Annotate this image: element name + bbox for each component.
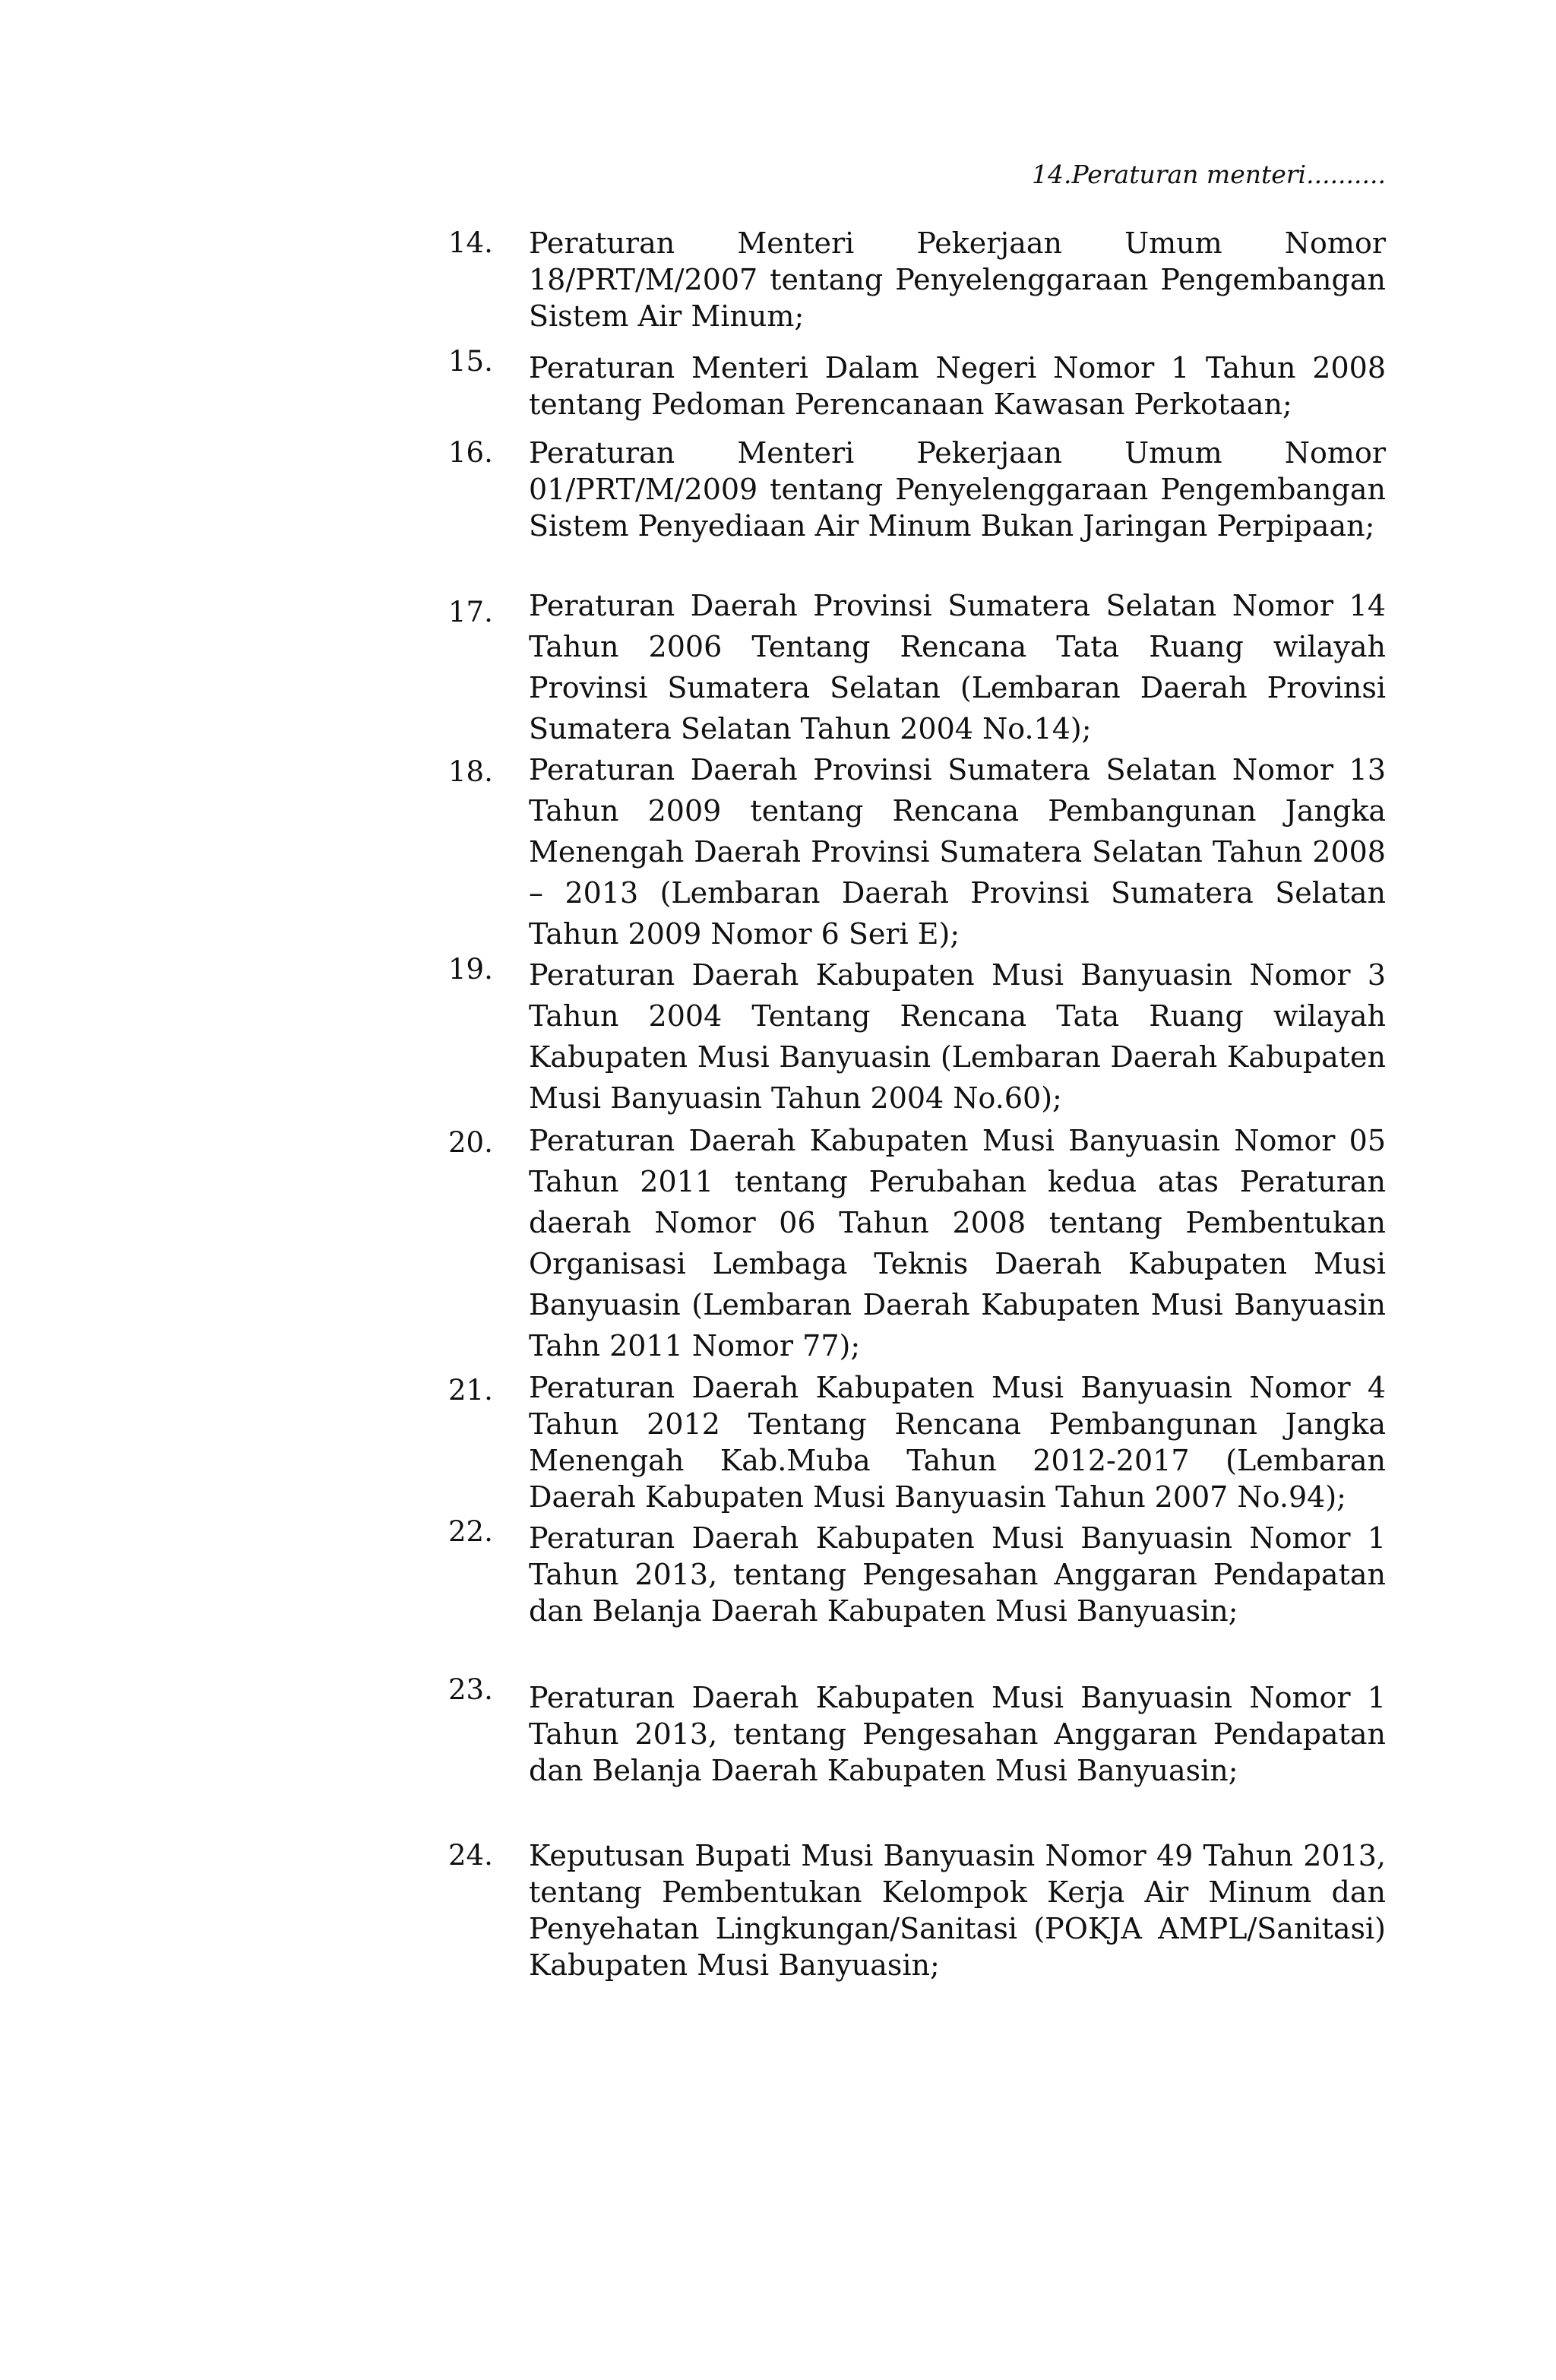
item-number: 17. (448, 596, 493, 628)
item-text: Peraturan Daerah Provinsi Sumatera Selatan Nomor 13 Tahun 2009 tentang Rencana Pembangunan Jangka Menengah Daerah Provinsi Sumatera Selatan Tahun 2008 – 2013 (Lembaran Daerah Provinsi Sumatera Selatan Tahun 2009 Nomor 6 Seri E); (529, 753, 1386, 951)
item-text: Peraturan Menteri Pekerjaan Umum Nomor 18/PRT/M/2007 tentang Penyelenggaraan Pengembangan Sistem Air Minum; (529, 226, 1386, 333)
item-number: 18. (448, 755, 493, 788)
item-number: 22. (448, 1515, 493, 1548)
item-number: 16. (448, 436, 493, 469)
item-number: 23. (448, 1673, 493, 1706)
item-text: Peraturan Daerah Kabupaten Musi Banyuasin Nomor 4 Tahun 2012 Tentang Rencana Pembangunan Jangka Menengah Kab.Muba Tahun 2012-2017 (Lembaran Daerah Kabupaten Musi Banyuasin Tahun 2007 No.94); (529, 1371, 1386, 1514)
item-number: 21. (448, 1374, 493, 1407)
item-number: 15. (448, 345, 493, 378)
item-text: Peraturan Daerah Kabupaten Musi Banyuasin Nomor 1 Tahun 2013, tentang Pengesahan Anggaran Pendapatan dan Belanja Daerah Kabupaten Musi Banyuasin; (529, 1681, 1386, 1787)
item-text: Peraturan Menteri Dalam Negeri Nomor 1 Tahun 2008 tentang Pedoman Perencanaan Kawasan Perkotaan; (529, 351, 1386, 421)
item-number: 24. (448, 1839, 493, 1872)
item-number: 20. (448, 1126, 493, 1159)
item-number: 14. (448, 226, 493, 259)
item-text: Peraturan Daerah Kabupaten Musi Banyuasin Nomor 3 Tahun 2004 Tentang Rencana Tata Ruang wilayah Kabupaten Musi Banyuasin (Lembaran Daerah Kabupaten Musi Banyuasin Tahun 2004 No.60); (529, 958, 1386, 1115)
item-number: 19. (448, 953, 493, 986)
item-text: Peraturan Daerah Kabupaten Musi Banyuasin Nomor 1 Tahun 2013, tentang Pengesahan Anggaran Pendapatan dan Belanja Daerah Kabupaten Musi Banyuasin; (529, 1521, 1386, 1628)
item-text: Peraturan Daerah Provinsi Sumatera Selatan Nomor 14 Tahun 2006 Tentang Rencana Tata Ruang wilayah Provinsi Sumatera Selatan (Lembaran Daerah Provinsi Sumatera Selatan Tahun 2004 No.14); (529, 589, 1386, 745)
item-text: Peraturan Daerah Kabupaten Musi Banyuasin Nomor 05 Tahun 2011 tentang Perubahan kedua atas Peraturan daerah Nomor 06 Tahun 2008 tentang Pembentukan Organisasi Lembaga Teknis Daerah Kabupaten Musi Banyuasin (Lembaran Daerah Kabupaten Musi Banyuasin Tahn 2011 Nomor 77); (529, 1124, 1386, 1362)
running-header: 14.Peraturan menteri.......... (1032, 160, 1386, 189)
item-text: Peraturan Menteri Pekerjaan Umum Nomor 01/PRT/M/2009 tentang Penyelenggaraan Pengembangan Sistem Penyediaan Air Minum Bukan Jaringan Perpipaan; (529, 436, 1386, 543)
item-text: Keputusan Bupati Musi Banyuasin Nomor 49 Tahun 2013, tentang Pembentukan Kelompok Kerja Air Minum dan Penyehatan Lingkungan/Sanitasi (POKJA AMPL/Sanitasi) Kabupaten Musi Banyuasin; (529, 1839, 1386, 1982)
